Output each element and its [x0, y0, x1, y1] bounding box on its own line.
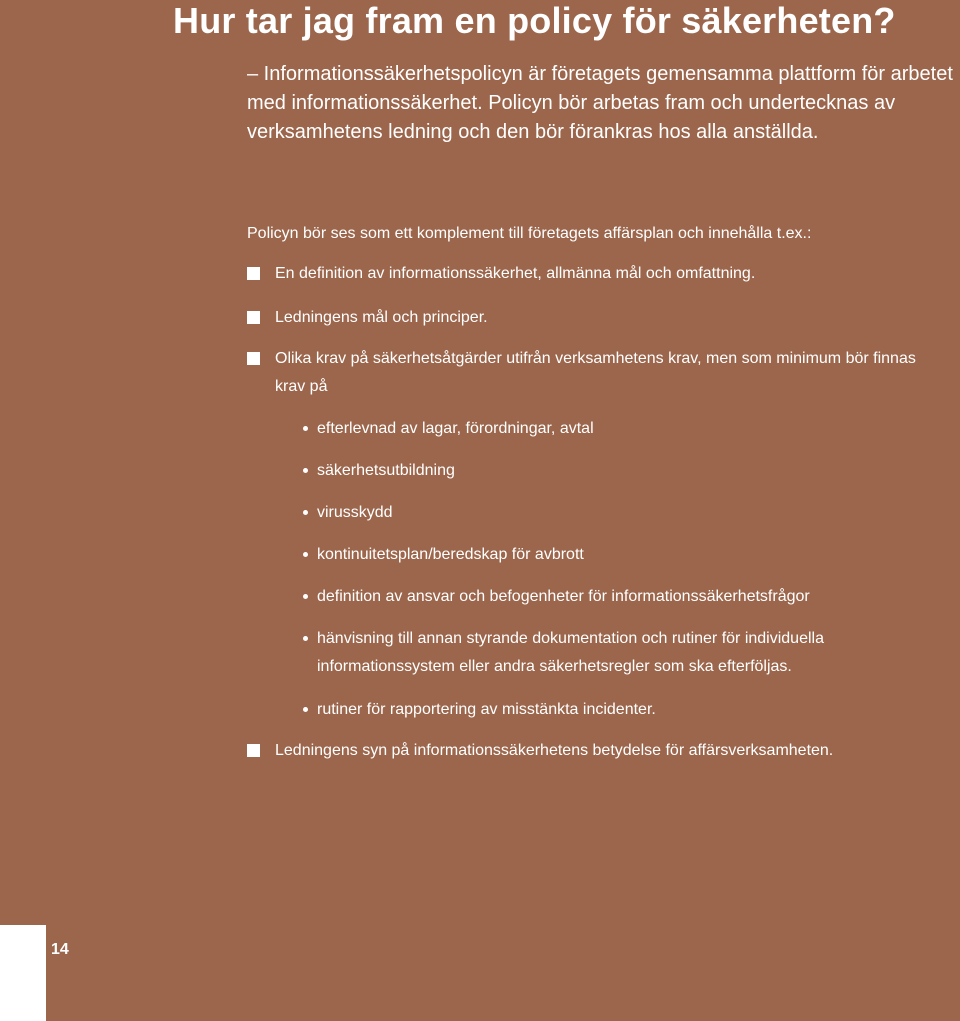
list-item-text: Olika krav på säkerhetsåtgärder utifrån verksamhetens krav, men som minimum bör finnas krav på — [275, 350, 916, 395]
list-item-text: En definition av informationssäkerhet, allmänna mål och omfattning. — [275, 265, 756, 282]
page-number: 14 — [51, 941, 69, 958]
sub-list-item — [303, 541, 943, 569]
dot-bullet-icon — [303, 636, 308, 641]
square-bullet-icon — [247, 352, 260, 365]
sub-list-item — [303, 625, 943, 681]
list-item — [247, 260, 947, 288]
sub-list-item-text: kontinuitetsplan/beredskap för avbrott — [317, 546, 584, 563]
sub-list-item — [303, 696, 943, 724]
list-item — [247, 345, 947, 401]
list-item-text: Ledningens mål och principer. — [275, 309, 488, 326]
list-item — [247, 304, 947, 332]
dot-bullet-icon — [303, 510, 308, 515]
dot-bullet-icon — [303, 468, 308, 473]
sub-list-item — [303, 457, 943, 485]
lead-sentence: Policyn bör ses som ett komplement till företagets affärsplan och innehålla t.ex.: — [247, 225, 812, 242]
sub-list-item-text: virusskydd — [317, 504, 393, 521]
sub-list-item-text: definition av ansvar och befogenheter för informationssäkerhetsfrågor — [317, 588, 810, 605]
square-bullet-icon — [247, 311, 260, 324]
dot-bullet-icon — [303, 707, 308, 712]
square-bullet-icon — [247, 744, 260, 757]
intro-paragraph: – Informationssäkerhetspolicyn är företagets gemensamma plattform för arbetet med informationssäkerhet. Policyn bör arbetas fram och undertecknas av verksamhetens ledning och den bör förankras hos alla anställda. — [247, 63, 953, 143]
sub-list-item — [303, 499, 943, 527]
square-bullet-icon — [247, 267, 260, 280]
sub-list-item-text: rutiner för rapportering av misstänkta incidenter. — [317, 701, 656, 718]
dot-bullet-icon — [303, 552, 308, 557]
sub-list-item — [303, 583, 943, 611]
page-tab — [0, 925, 46, 1021]
page-title: Hur tar jag fram en policy för säkerheten? — [173, 0, 896, 41]
dot-bullet-icon — [303, 426, 308, 431]
list-item — [247, 737, 947, 765]
list-item-text: Ledningens syn på informationssäkerhetens betydelse för affärsverksamheten. — [275, 742, 834, 759]
sub-list-item — [303, 415, 943, 443]
sub-list-item-text: säkerhetsutbildning — [317, 462, 455, 479]
sub-list-item-text: hänvisning till annan styrande dokumentation och rutiner för individuella informationssystem eller andra säkerhetsregler som ska efterföljas. — [317, 630, 824, 675]
dot-bullet-icon — [303, 594, 308, 599]
sub-list-item-text: efterlevnad av lagar, förordningar, avtal — [317, 420, 594, 437]
